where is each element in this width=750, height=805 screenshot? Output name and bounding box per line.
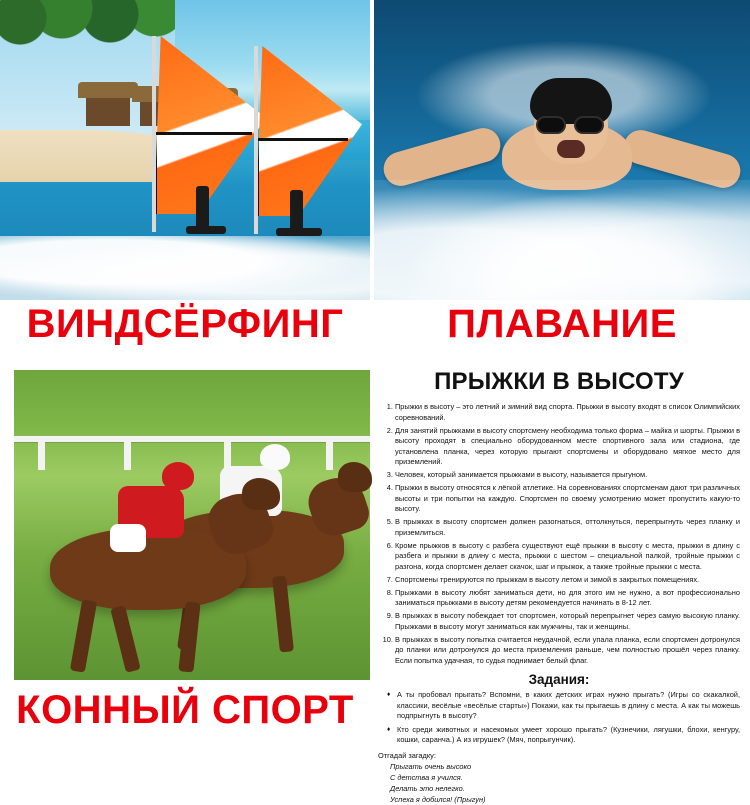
fact-item: 6. Кроме прыжков в высоту с разбега существуют ещё прыжки в высоту с места, прыжки в длину с разбега и прыжки в длину с места, прыжки с шестом – специальной палкой, тройные прыжки с разгона, когда спортсмен делает скачок, шаг и прыжок, а также тройные прыжки с места.	[395, 541, 740, 573]
fact-item: 7. Спортсмены тренируются по прыжкам в высоту летом и зимой в закрытых помещениях.	[395, 575, 740, 586]
caption-swimming: ПЛАВАНИЕ	[447, 302, 677, 346]
windsurf-board	[186, 226, 226, 234]
fact-item: 4. Прыжки в высоту относятся к лёгкой атлетике. На соревнованиях спортсменам дают три различных высоты и три попытки на каждую. Спортсмен по своему усмотрению может пропустить какую-то высоту.	[395, 483, 740, 515]
horse-racing-photo	[14, 370, 370, 680]
jockey-white-helmet	[260, 444, 290, 470]
facts-list	[378, 402, 740, 666]
fact-item: 3. Человек, который занимается прыжками в высоту, называется прыгуном.	[395, 470, 740, 481]
jockey-red-helmet	[162, 462, 194, 490]
sail-cloth	[154, 36, 266, 214]
horse-front-head	[242, 478, 280, 510]
goggles-left-lens	[536, 116, 566, 134]
fact-item: 2. Для занятий прыжками в высоту спортсмену необходима только форма – майка и шорты. Прыжки в высоту проходят в специально оборудованном месте спортивного зала или стадиона, где установлена планка, через которую прыгают спортсмены и оборудовано мягкое место для приземлений.	[395, 426, 740, 468]
fact-item: 9. В прыжках в высоту побеждает тот спортсмен, который перепрыгнет через самую высокую планку. Прыжками в высоту могут заниматься как мужчины, так и женщины.	[395, 611, 740, 632]
windsurf-board	[276, 228, 322, 236]
beach-hut	[86, 96, 130, 126]
article-high-jump	[376, 368, 744, 805]
riddle-block	[378, 750, 740, 805]
horse-front-leg	[70, 599, 97, 673]
horse-front-leg	[110, 605, 141, 673]
horse-back-head	[338, 462, 372, 492]
swimming-photo	[374, 0, 750, 300]
swimmer-mouth	[557, 140, 585, 158]
task-item: ♦ А ты пробовал прыгать? Вспомни, в каких детских играх нужно прыгать? (Игры со скакалкой, классики, весёлые «весёлые старты») Покажи, как ты прыгаешь в длину с места. А как ты можешь подпрыгнуть в высоту?	[389, 690, 740, 722]
tasks-list	[378, 690, 740, 746]
riddle-line: Делать это нелегко.	[390, 784, 465, 794]
sail-boom	[258, 138, 348, 141]
caption-windsurfing: ВИНДСЁРФИНГ	[26, 302, 344, 346]
sea-foam	[0, 236, 370, 300]
goggles-right-lens	[574, 116, 604, 134]
sail-boom	[156, 132, 252, 135]
windsurf-sail	[252, 46, 366, 238]
tasks-title: Задания:	[528, 672, 590, 688]
rail-post	[38, 436, 45, 470]
riddle-title: Отгадай загадку:	[378, 750, 436, 760]
sail-cloth	[256, 46, 362, 216]
windsurfing-photo	[0, 0, 370, 300]
riddle-line: Успеха я добился! (Прыгун)	[390, 795, 486, 805]
rail-post	[224, 436, 231, 470]
fact-item: 10. В прыжках в высоту попытка считается неудачной, если упала планка, если спортсмен дотронулся до планки или дотронулся до места приземления раньше, чем полностью прошёл через планку. Если попытка удачная, то судья поднимает белый флаг.	[395, 635, 740, 667]
fact-item: 5. В прыжках в высоту спортсмен должен разогнаться, оттолкнуться, перепрыгнуть через планку и приземлиться.	[395, 517, 740, 538]
riddle-line: Прыгать очень высоко	[390, 762, 472, 772]
water-splash	[374, 180, 750, 300]
caption-horse-racing: КОННЫЙ СПОРТ	[16, 688, 354, 732]
task-item: ♦ Кто среди животных и насекомых умеет хорошо прыгать? (Кузнечики, лягушки, блохи, кенгуру, кошки, саранча.) А из игрушек? (Мяч, попрыгунчик).	[389, 725, 740, 746]
horse-back-leg	[272, 575, 294, 652]
riddle-line: С детства я учился.	[390, 773, 463, 783]
track-rail	[14, 436, 370, 442]
rail-post	[326, 436, 333, 470]
article-title: ПРЫЖКИ В ВЫСОТУ	[434, 368, 684, 395]
rail-post	[124, 436, 131, 470]
fact-item: 1. Прыжки в высоту – это летний и зимний вид спорта. Прыжки в высоту входят в список Олимпийских соревнований.	[395, 402, 740, 423]
jockey-red-pants	[110, 524, 146, 552]
fact-item: 8. Прыжками в высоту любят заниматься дети, но для этого им не нужно, а вот профессионально заниматься прыжками в высоту детям рекомендуется начинать в 8-12 лет.	[395, 588, 740, 609]
